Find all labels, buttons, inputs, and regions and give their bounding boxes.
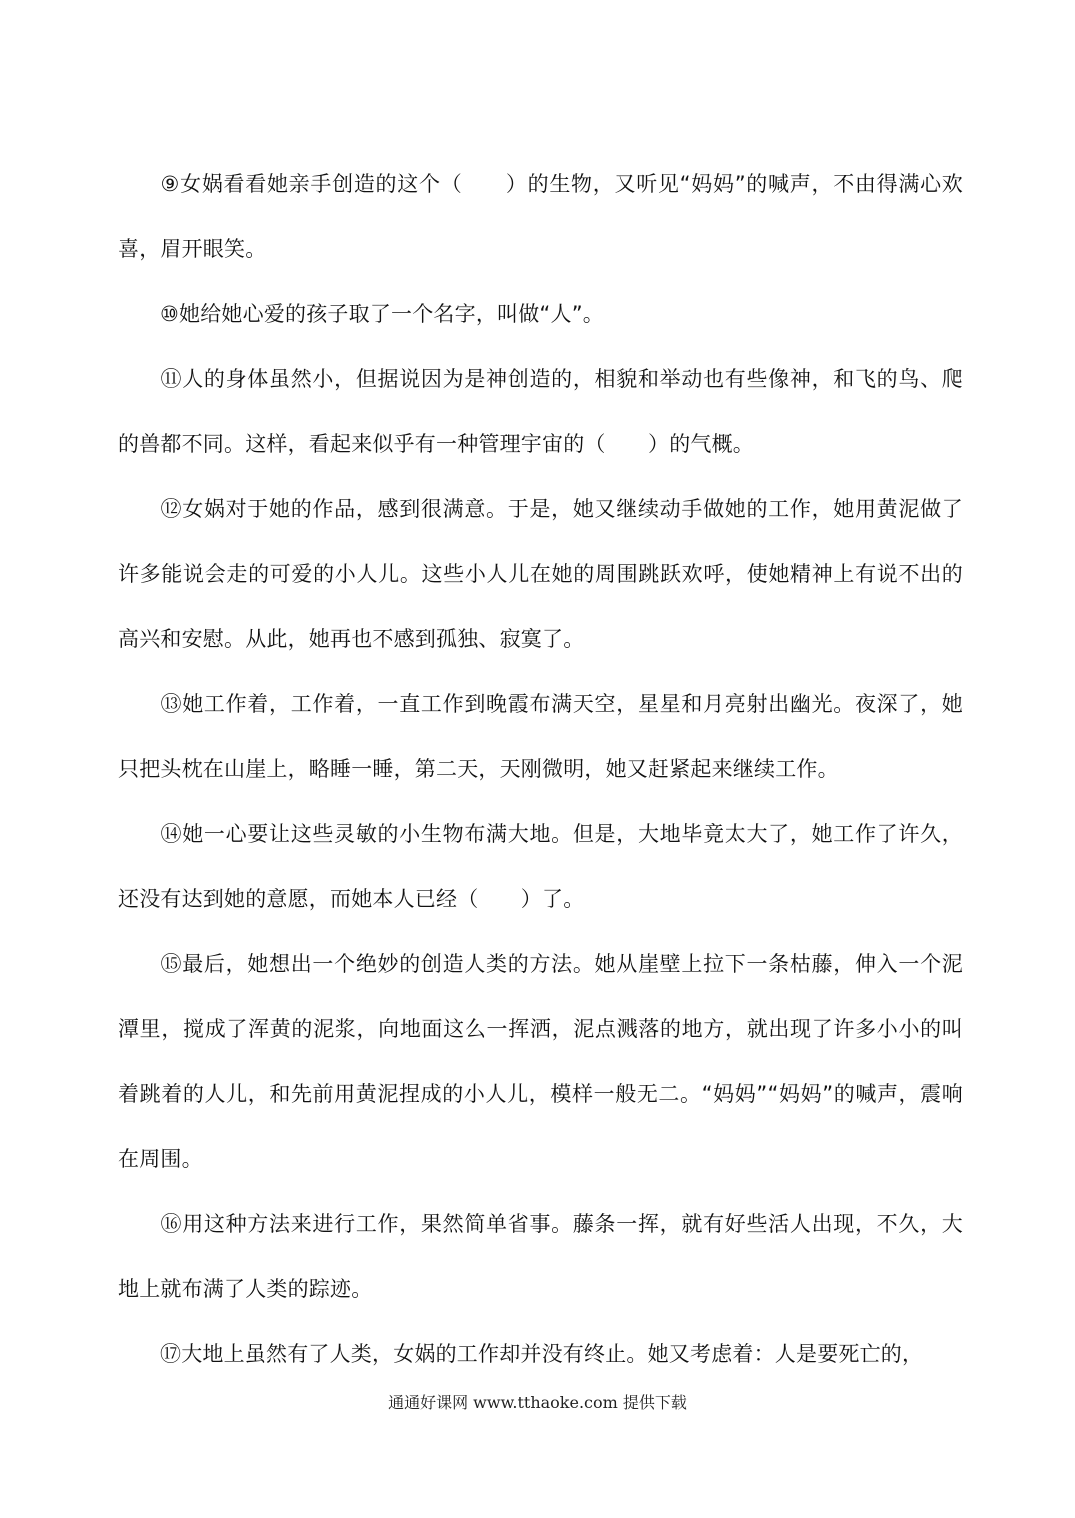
paragraph-11: ⑪人的身体虽然小，但据说因为是神创造的，相貌和举动也有些像神，和飞的鸟、爬的兽都不同。这样，看起来似乎有一种管理宇宙的（ ）的气概。 bbox=[118, 367, 963, 456]
page-footer: 通通好课网 www.tthaoke.com 提供下载 bbox=[388, 1393, 687, 1412]
paragraph-17: ⑰大地上虽然有了人类，女娲的工作却并没有终止。她又考虑着：人是要死亡的， bbox=[160, 1342, 924, 1366]
paragraph-9: ⑨女娲看看她亲手创造的这个（ ）的生物，又听见“妈妈”的喊声，不由得满心欢喜，眉开眼笑。 bbox=[118, 172, 963, 261]
paragraph-16: ⑯用这种方法来进行工作，果然简单省事。藤条一挥，就有好些活人出现，不久，大地上就布满了人类的踪迹。 bbox=[118, 1212, 963, 1301]
paragraph-15: ⑮最后，她想出一个绝妙的创造人类的方法。她从崖壁上拉下一条枯藤，伸入一个泥潭里，搅成了浑黄的泥浆，向地面这么一挥洒，泥点溅落的地方，就出现了许多小小的叫着跳着的人儿，和先前用黄泥捏成的小人儿，模样一般无二。“妈妈”“妈妈”的喊声，震响在周围。 bbox=[118, 952, 963, 1171]
paragraph-13: ⑬她工作着，工作着，一直工作到晚霞布满天空，星星和月亮射出幽光。夜深了，她只把头枕在山崖上，略睡一睡，第二天，天刚微明，她又赶紧起来继续工作。 bbox=[118, 692, 963, 781]
paragraph-10: ⑩她给她心爱的孩子取了一个名字，叫做“人”。 bbox=[160, 302, 604, 326]
paragraph-12: ⑫女娲对于她的作品，感到很满意。于是，她又继续动手做她的工作，她用黄泥做了许多能说会走的可爱的小人儿。这些小人儿在她的周围跳跃欢呼，使她精神上有说不出的高兴和安慰。从此，她再也不感到孤独、寂寞了。 bbox=[118, 497, 963, 651]
paragraph-14: ⑭她一心要让这些灵敏的小生物布满大地。但是，大地毕竟太大了，她工作了许久，还没有达到她的意愿，而她本人已经（ ）了。 bbox=[118, 822, 963, 911]
